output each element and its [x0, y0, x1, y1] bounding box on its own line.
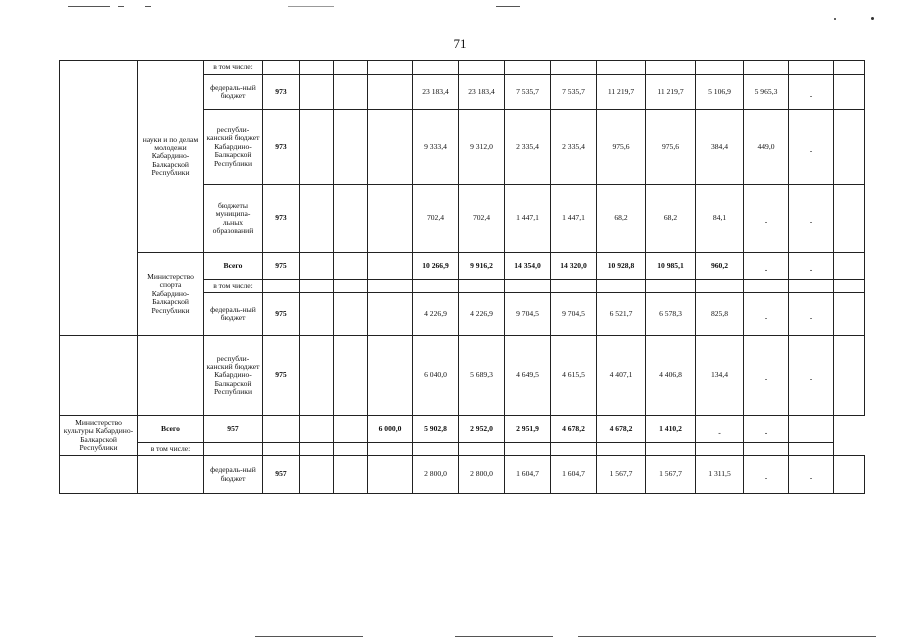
- value-cell: 4 407,1: [597, 336, 646, 416]
- empty-cell: [334, 336, 368, 416]
- value-cell: 5 106,9: [696, 75, 744, 110]
- value-cell: [505, 443, 551, 456]
- empty-cell: [334, 293, 368, 336]
- empty-cell: [300, 416, 334, 443]
- empty-cell: [368, 336, 413, 416]
- value-cell: 7 535,7: [551, 75, 597, 110]
- value-cell: 9 333,4: [413, 110, 459, 185]
- empty-cell: [368, 253, 413, 280]
- value-cell: -: [744, 456, 789, 494]
- value-cell: 1 567,7: [597, 456, 646, 494]
- value-cell: [834, 253, 865, 280]
- value-cell: [696, 280, 744, 293]
- value-cell: 384,4: [696, 110, 744, 185]
- empty-cell: [368, 75, 413, 110]
- empty-cell: [300, 443, 334, 456]
- value-cell: [744, 280, 789, 293]
- value-cell: [505, 280, 551, 293]
- empty-cell: [368, 293, 413, 336]
- value-cell: [834, 75, 865, 110]
- value-cell: 11 219,7: [646, 75, 696, 110]
- empty-cell: [263, 443, 300, 456]
- budget-type-cell: республи-канский бюджет Кабардино-Балкарской Республики: [204, 110, 263, 185]
- value-cell: [413, 280, 459, 293]
- budget-type-cell: Всего: [204, 253, 263, 280]
- value-cell: [834, 280, 865, 293]
- value-cell: 1 311,5: [696, 456, 744, 494]
- value-cell: 4 615,5: [551, 336, 597, 416]
- empty-cell: [300, 336, 334, 416]
- value-cell: [413, 443, 459, 456]
- empty-cell: [334, 75, 368, 110]
- value-cell: [646, 280, 696, 293]
- org-cell: Министерство культуры Кабардино-Балкарской Республики: [60, 416, 138, 456]
- value-cell: -: [744, 185, 789, 253]
- budget-table: [59, 60, 865, 494]
- table-row: [60, 443, 865, 456]
- budget-type-cell: в том числе:: [204, 280, 263, 293]
- value-cell: 1 604,7: [505, 456, 551, 494]
- empty-cell: [300, 75, 334, 110]
- empty-cell: [263, 416, 300, 443]
- value-cell: [834, 456, 865, 494]
- value-cell: -: [789, 456, 834, 494]
- empty-cell: [368, 61, 413, 75]
- value-cell: 2 335,4: [551, 110, 597, 185]
- value-cell: 1 410,2: [646, 416, 696, 443]
- code-cell: 957: [204, 416, 263, 443]
- value-cell: 5 965,3: [744, 75, 789, 110]
- value-cell: 68,2: [597, 185, 646, 253]
- table-row: [60, 61, 865, 75]
- value-cell: [505, 61, 551, 75]
- budget-type-cell: федераль-ный бюджет: [204, 456, 263, 494]
- value-cell: 702,4: [459, 185, 505, 253]
- value-cell: -: [789, 253, 834, 280]
- empty-cell: [334, 280, 368, 293]
- value-cell: [834, 293, 865, 336]
- value-cell: 23 183,4: [413, 75, 459, 110]
- value-cell: 2 951,9: [505, 416, 551, 443]
- empty-cell: [334, 416, 368, 443]
- value-cell: [459, 280, 505, 293]
- empty-cell: [300, 280, 334, 293]
- empty-cell: [334, 443, 368, 456]
- value-cell: [789, 280, 834, 293]
- code-cell: [263, 280, 300, 293]
- value-cell: -: [744, 336, 789, 416]
- org-cell: [138, 456, 204, 494]
- value-cell: 1 604,7: [551, 456, 597, 494]
- value-cell: [789, 443, 834, 456]
- budget-type-cell: в том числе:: [138, 443, 204, 456]
- empty-cell: [368, 110, 413, 185]
- blank-cell: [60, 456, 138, 494]
- value-cell: 702,4: [413, 185, 459, 253]
- value-cell: 1 447,1: [551, 185, 597, 253]
- empty-cell: [300, 61, 334, 75]
- empty-cell: [368, 280, 413, 293]
- value-cell: 2 800,0: [413, 456, 459, 494]
- table-body: [60, 61, 865, 494]
- value-cell: [597, 61, 646, 75]
- value-cell: -: [744, 293, 789, 336]
- empty-cell: [368, 185, 413, 253]
- empty-cell: [300, 185, 334, 253]
- value-cell: [646, 61, 696, 75]
- budget-type-cell: бюджеты муниципа-льных образований: [204, 185, 263, 253]
- value-cell: [551, 61, 597, 75]
- value-cell: [551, 280, 597, 293]
- value-cell: [696, 443, 744, 456]
- value-cell: -: [789, 110, 834, 185]
- value-cell: [744, 61, 789, 75]
- code-cell: 973: [263, 185, 300, 253]
- value-cell: 960,2: [696, 253, 744, 280]
- empty-cell: [334, 253, 368, 280]
- code-cell: 975: [263, 253, 300, 280]
- value-cell: -: [789, 75, 834, 110]
- code-cell: 975: [263, 293, 300, 336]
- code-cell: 957: [263, 456, 300, 494]
- value-cell: [834, 185, 865, 253]
- value-cell: 10 266,9: [413, 253, 459, 280]
- value-cell: 5 689,3: [459, 336, 505, 416]
- value-cell: 7 535,7: [505, 75, 551, 110]
- budget-type-cell: федераль-ный бюджет: [204, 75, 263, 110]
- value-cell: [368, 443, 413, 456]
- value-cell: [834, 110, 865, 185]
- value-cell: [834, 336, 865, 416]
- value-cell: 134,4: [696, 336, 744, 416]
- budget-type-cell: в том числе:: [204, 61, 263, 75]
- empty-cell: [300, 110, 334, 185]
- org-cell: науки и по делам молодежи Кабардино-Балкарской Республики: [138, 61, 204, 253]
- value-cell: 6 040,0: [413, 336, 459, 416]
- value-cell: 5 902,8: [413, 416, 459, 443]
- value-cell: 14 354,0: [505, 253, 551, 280]
- code-cell: 975: [263, 336, 300, 416]
- value-cell: 975,6: [597, 110, 646, 185]
- value-cell: 9 312,0: [459, 110, 505, 185]
- value-cell: [459, 443, 505, 456]
- code-cell: [204, 443, 263, 456]
- table-row: [60, 456, 865, 494]
- table-row: [60, 416, 865, 443]
- value-cell: [413, 61, 459, 75]
- value-cell: [597, 443, 646, 456]
- value-cell: 23 183,4: [459, 75, 505, 110]
- value-cell: 2 952,0: [459, 416, 505, 443]
- empty-cell: [300, 253, 334, 280]
- value-cell: 9 916,2: [459, 253, 505, 280]
- blank-cell: [60, 336, 138, 416]
- value-cell: -: [789, 293, 834, 336]
- value-cell: [646, 443, 696, 456]
- value-cell: 14 320,0: [551, 253, 597, 280]
- value-cell: 9 704,5: [551, 293, 597, 336]
- value-cell: 449,0: [744, 110, 789, 185]
- value-cell: -: [789, 336, 834, 416]
- value-cell: 825,8: [696, 293, 744, 336]
- value-cell: -: [744, 253, 789, 280]
- value-cell: [597, 280, 646, 293]
- value-cell: 1 447,1: [505, 185, 551, 253]
- budget-type-cell: республи-канский бюджет Кабардино-Балкарской Республики: [204, 336, 263, 416]
- code-cell: 973: [263, 75, 300, 110]
- value-cell: 4 678,2: [551, 416, 597, 443]
- value-cell: [696, 61, 744, 75]
- value-cell: 4 406,8: [646, 336, 696, 416]
- value-cell: 4 226,9: [413, 293, 459, 336]
- value-cell: 84,1: [696, 185, 744, 253]
- value-cell: 6 521,7: [597, 293, 646, 336]
- empty-cell: [334, 61, 368, 75]
- empty-cell: [334, 110, 368, 185]
- empty-cell: [334, 185, 368, 253]
- code-cell: [263, 61, 300, 75]
- value-cell: 2 800,0: [459, 456, 505, 494]
- table-row: [60, 336, 865, 416]
- value-cell: [459, 61, 505, 75]
- value-cell: 4 649,5: [505, 336, 551, 416]
- value-cell: 4 678,2: [597, 416, 646, 443]
- value-cell: 6 000,0: [368, 416, 413, 443]
- value-cell: 975,6: [646, 110, 696, 185]
- org-cell: Министерство спорта Кабардино-Балкарской Республики: [138, 253, 204, 336]
- value-cell: 68,2: [646, 185, 696, 253]
- empty-cell: [334, 456, 368, 494]
- value-cell: 10 985,1: [646, 253, 696, 280]
- value-cell: [551, 443, 597, 456]
- empty-cell: [300, 456, 334, 494]
- org-cell: [138, 336, 204, 416]
- table-row: [60, 253, 865, 280]
- blank-cell: [60, 61, 138, 336]
- value-cell: 2 335,4: [505, 110, 551, 185]
- value-cell: [744, 443, 789, 456]
- value-cell: -: [696, 416, 744, 443]
- value-cell: 6 578,3: [646, 293, 696, 336]
- value-cell: 9 704,5: [505, 293, 551, 336]
- value-cell: 1 567,7: [646, 456, 696, 494]
- value-cell: -: [789, 185, 834, 253]
- value-cell: 10 928,8: [597, 253, 646, 280]
- value-cell: [789, 61, 834, 75]
- budget-type-cell: федераль-ный бюджет: [204, 293, 263, 336]
- code-cell: 973: [263, 110, 300, 185]
- value-cell: 4 226,9: [459, 293, 505, 336]
- value-cell: [834, 61, 865, 75]
- value-cell: 11 219,7: [597, 75, 646, 110]
- value-cell: [789, 416, 834, 443]
- empty-cell: [368, 456, 413, 494]
- budget-type-cell: Всего: [138, 416, 204, 443]
- page-number: 71: [453, 36, 467, 51]
- value-cell: -: [744, 416, 789, 443]
- empty-cell: [300, 293, 334, 336]
